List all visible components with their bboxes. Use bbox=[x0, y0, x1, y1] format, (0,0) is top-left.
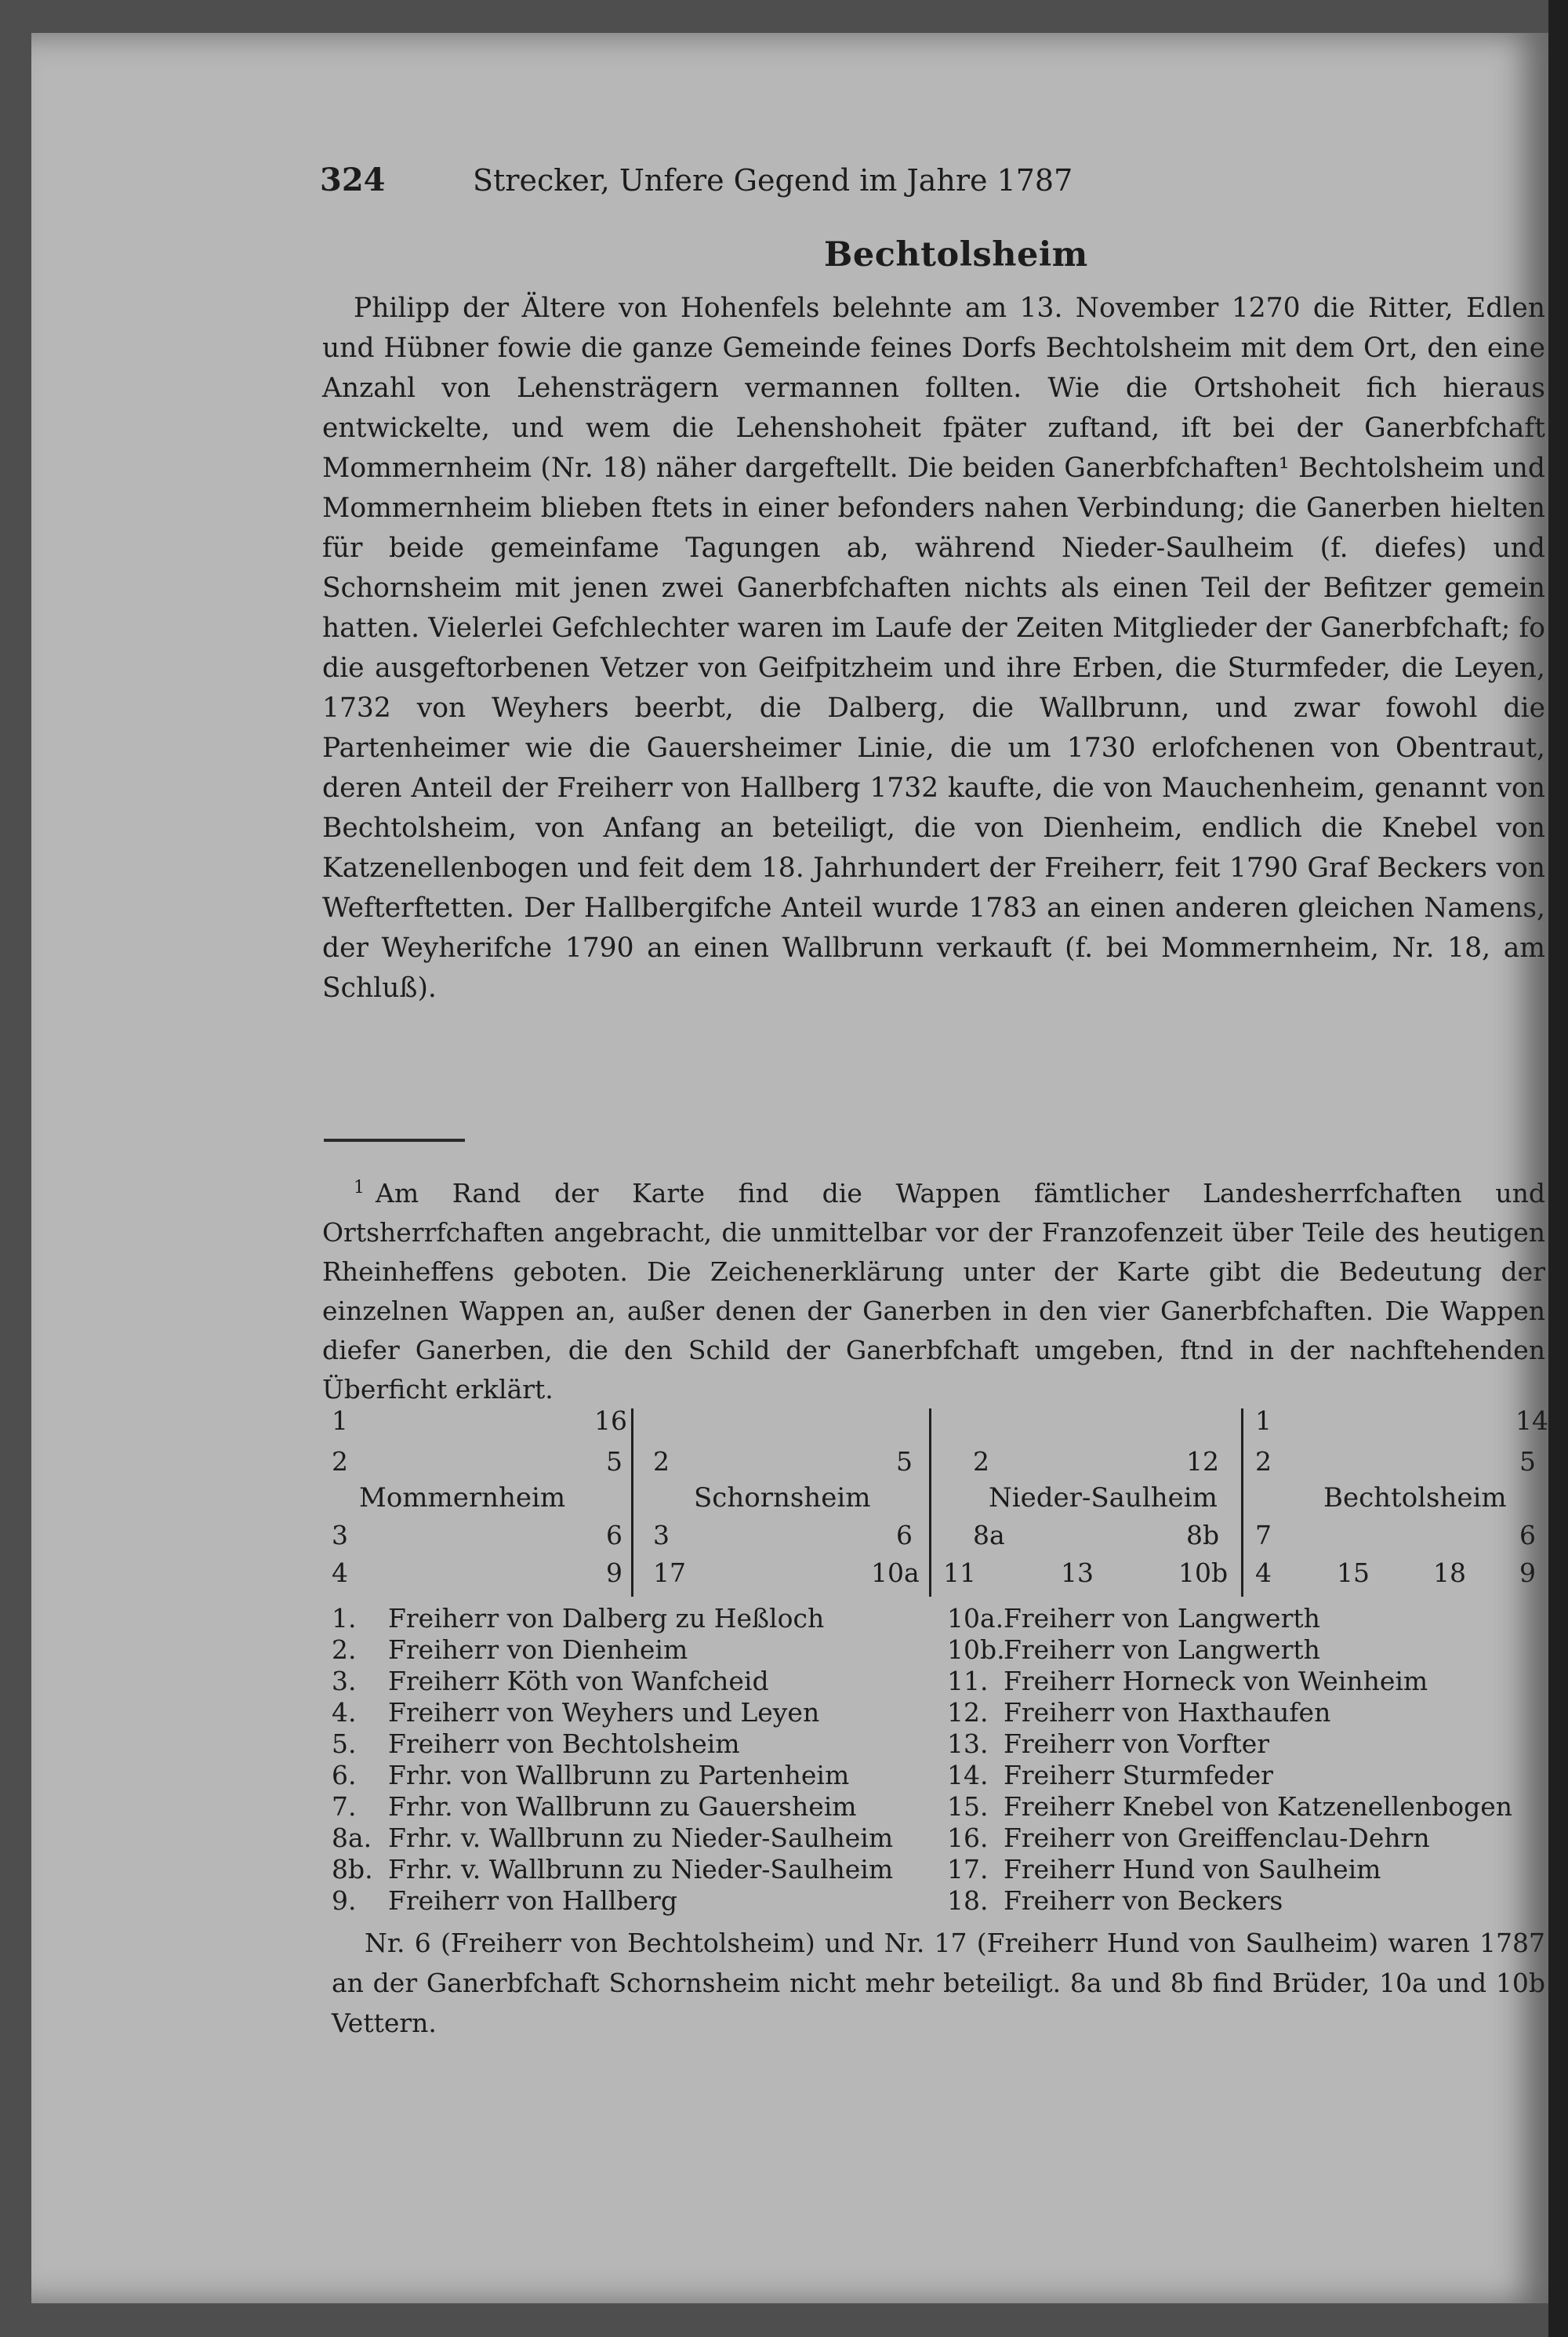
legend-item: 12. Freiherr von Haxthaufen bbox=[947, 1697, 1331, 1728]
nieder-saulheim-label: Nieder-Saulheim bbox=[989, 1482, 1218, 1514]
footnote-text: Am Rand der Karte find die Wappen fämtlicher Landesherrfchaften und Ortsherrfchaften angebracht, die unmittelbar vor der Franzofenzeit über Teile des heutigen Rheinheffens geboten. Die Zeichenerklärung unter der Karte gibt die Bedeutung der einzelnen Wappen an, außer denen der Ganerben in den vier Ganerbfchaften. Die Wappen diefer Ganerben, die den Schild der Ganerbfchaft umgeben, ftnd in der nachftehenden Überficht erklärt. bbox=[322, 1178, 1545, 1405]
bechtolsheim-br1: 6 bbox=[1519, 1520, 1536, 1550]
nieder-saulheim-mr: 12 bbox=[1186, 1446, 1219, 1477]
nieder-saulheim-bl2: 11 bbox=[943, 1557, 976, 1588]
nieder-saulheim-bm2: 13 bbox=[1061, 1557, 1094, 1588]
mommernheim-br1: 6 bbox=[606, 1520, 622, 1550]
bechtolsheim-bl2: 4 bbox=[1255, 1557, 1272, 1588]
footnote-rule bbox=[324, 1139, 465, 1142]
nieder-saulheim-br2: 10b bbox=[1178, 1557, 1229, 1588]
mommernheim-tr: 16 bbox=[594, 1405, 627, 1436]
legend-item: 18. Freiherr von Beckers bbox=[947, 1885, 1283, 1916]
legend-item: 14. Freiherr Sturmfeder bbox=[947, 1760, 1273, 1790]
legend-item: 5. Freiherr von Bechtolsheim bbox=[332, 1728, 740, 1759]
legend-item: 8a. Frhr. v. Wallbrunn zu Nieder-Saulheim bbox=[332, 1823, 894, 1853]
legend-item: 1. Freiherr von Dalberg zu Heßloch bbox=[332, 1603, 825, 1634]
mommernheim-ml: 2 bbox=[332, 1446, 348, 1477]
legend-right bbox=[947, 1603, 1559, 1917]
schornsheim-bl1: 3 bbox=[653, 1520, 670, 1550]
bechtolsheim-br2: 9 bbox=[1519, 1557, 1536, 1588]
schornsheim-bl2: 17 bbox=[653, 1557, 686, 1588]
bechtolsheim-tr: 14 bbox=[1515, 1405, 1548, 1436]
mommernheim-bl1: 3 bbox=[332, 1520, 348, 1550]
mommernheim-bl2: 4 bbox=[332, 1557, 348, 1588]
schornsheim-br1: 6 bbox=[896, 1520, 913, 1550]
page-number: 324 bbox=[320, 162, 386, 198]
legend-item: 10a. Freiherr von Langwerth bbox=[947, 1603, 1320, 1634]
legend-left bbox=[332, 1603, 943, 1917]
bechtolsheim-label: Bechtolsheim bbox=[1323, 1482, 1507, 1514]
schornsheim-label: Schornsheim bbox=[694, 1482, 871, 1514]
bechtolsheim-bl1: 7 bbox=[1255, 1520, 1272, 1550]
mommernheim-label: Mommernheim bbox=[359, 1482, 566, 1514]
mommernheim-mr: 5 bbox=[606, 1446, 622, 1477]
nieder-saulheim-ml: 2 bbox=[973, 1446, 989, 1477]
schornsheim-br2: 10a bbox=[871, 1557, 920, 1588]
bechtolsheim-ml: 2 bbox=[1255, 1446, 1272, 1477]
legend-item: 9. Freiherr von Hallberg bbox=[332, 1885, 677, 1916]
footnote-marker: 1 bbox=[354, 1178, 365, 1198]
bechtolsheim-bm2b: 18 bbox=[1433, 1557, 1466, 1588]
legend-item: 3. Freiherr Köth von Wanfcheid bbox=[332, 1666, 769, 1696]
bechtolsheim-bm2a: 15 bbox=[1337, 1557, 1370, 1588]
legend-item: 13. Freiherr von Vorfter bbox=[947, 1728, 1270, 1759]
legend-item: 16. Freiherr von Greiffenclau-Dehrn bbox=[947, 1823, 1430, 1853]
closing-paragraph bbox=[332, 1923, 1545, 2043]
footnote bbox=[322, 1168, 1545, 1409]
page-content bbox=[300, 157, 1548, 2038]
bechtolsheim-tl: 1 bbox=[1255, 1405, 1272, 1436]
closing-text: Nr. 6 (Freiherr von Bechtolsheim) und Nr. 17 (Freiherr Hund von Saulheim) waren 1787 an der Ganerbfchaft Schornsheim nicht mehr beteiligt. 8a und 8b find Brüder, 10a und 10b Vettern. bbox=[332, 1928, 1545, 2038]
section-title: Bechtolsheim bbox=[824, 235, 1088, 274]
page-edge-shadow bbox=[1548, 0, 1568, 2337]
running-header bbox=[300, 157, 1547, 212]
legend-item: 6. Frhr. von Wallbrunn zu Partenheim bbox=[332, 1760, 850, 1790]
legend-item: 2. Freiherr von Dienheim bbox=[332, 1634, 688, 1665]
schornsheim-ml: 2 bbox=[653, 1446, 670, 1477]
schornsheim-mr: 5 bbox=[896, 1446, 913, 1477]
legend-item: 10b. Freiherr von Langwerth bbox=[947, 1634, 1320, 1665]
schema-divider-3 bbox=[1241, 1408, 1243, 1597]
legend-item: 4. Freiherr von Weyhers und Leyen bbox=[332, 1697, 820, 1728]
legend-item: 15. Freiherr Knebel von Katzenellenbogen bbox=[947, 1791, 1513, 1822]
legend-item: 17. Freiherr Hund von Saulheim bbox=[947, 1854, 1381, 1885]
legend-item: 8b. Frhr. v. Wallbrunn zu Nieder-Saulheim bbox=[332, 1854, 894, 1885]
mommernheim-tl: 1 bbox=[332, 1405, 348, 1436]
nieder-saulheim-bl1: 8a bbox=[973, 1520, 1005, 1550]
legend-item: 11. Freiherr Horneck von Weinheim bbox=[947, 1666, 1428, 1696]
running-title: Strecker, Unfere Gegend im Jahre 1787 bbox=[473, 163, 1073, 198]
ganerbschaft-schema bbox=[332, 1405, 1555, 1594]
nieder-saulheim-br1: 8b bbox=[1186, 1520, 1220, 1550]
bechtolsheim-mr: 5 bbox=[1519, 1446, 1536, 1477]
body-paragraph bbox=[322, 289, 1545, 1009]
schema-divider-2 bbox=[929, 1408, 931, 1597]
mommernheim-br2: 9 bbox=[606, 1557, 622, 1588]
schema-divider-1 bbox=[631, 1408, 633, 1597]
body-text: Philipp der Ältere von Hohenfels belehnte am 13. November 1270 die Ritter, Edlen und Hübner fowie die ganze Gemeinde feines Dorfs Bechtolsheim mit dem Ort, den eine Anzahl von Lehensträgern vermannen follten. Wie die Ortshoheit fich hieraus entwickelte, und wem die Lehenshoheit fpäter zuftand, ift bei der Ganerbfchaft Mommernheim (Nr. 18) näher dargeftellt. Die beiden Ganerbfchaften¹ Bechtolsheim und Mommernheim blieben ftets in einer befonders nahen Verbindung; die Ganerben hielten für beide gemeinfame Tagungen ab, während Nieder-Saulheim (f. diefes) und Schornsheim mit jenen zwei Ganerbfchaften nichts als einen Teil der Befitzer gemein hatten. Vielerlei Gefchlechter waren im Laufe der Zeiten Mitglieder der Ganerbfchaft; fo die ausgeftorbenen Vetzer von Geifpitzheim und ihre Erben, die Sturmfeder, die Leyen, 1732 von Weyhers beerbt, die Dalberg, die Wallbrunn, und zwar fowohl die Partenheimer wie die Gauersheimer Linie, die um 1730 erlofchenen von Obentraut, deren Anteil der Freiherr von Hallberg 1732 kaufte, die von Mauchenheim, genannt von Bechtolsheim, von Anfang an beteiligt, die von Dienheim, endlich die Knebel von Katzenellenbogen und feit dem 18. Jahrhundert der Freiherr, feit 1790 Graf Beckers von Wefterftetten. Der Hallbergifche Anteil wurde 1783 an einen anderen gleichen Namens, der Weyherifche 1790 an einen Wallbrunn verkauft (f. bei Mommernheim, Nr. 18, am Schluß). bbox=[322, 293, 1545, 1004]
legend-item: 7. Frhr. von Wallbrunn zu Gauersheim bbox=[332, 1791, 857, 1822]
